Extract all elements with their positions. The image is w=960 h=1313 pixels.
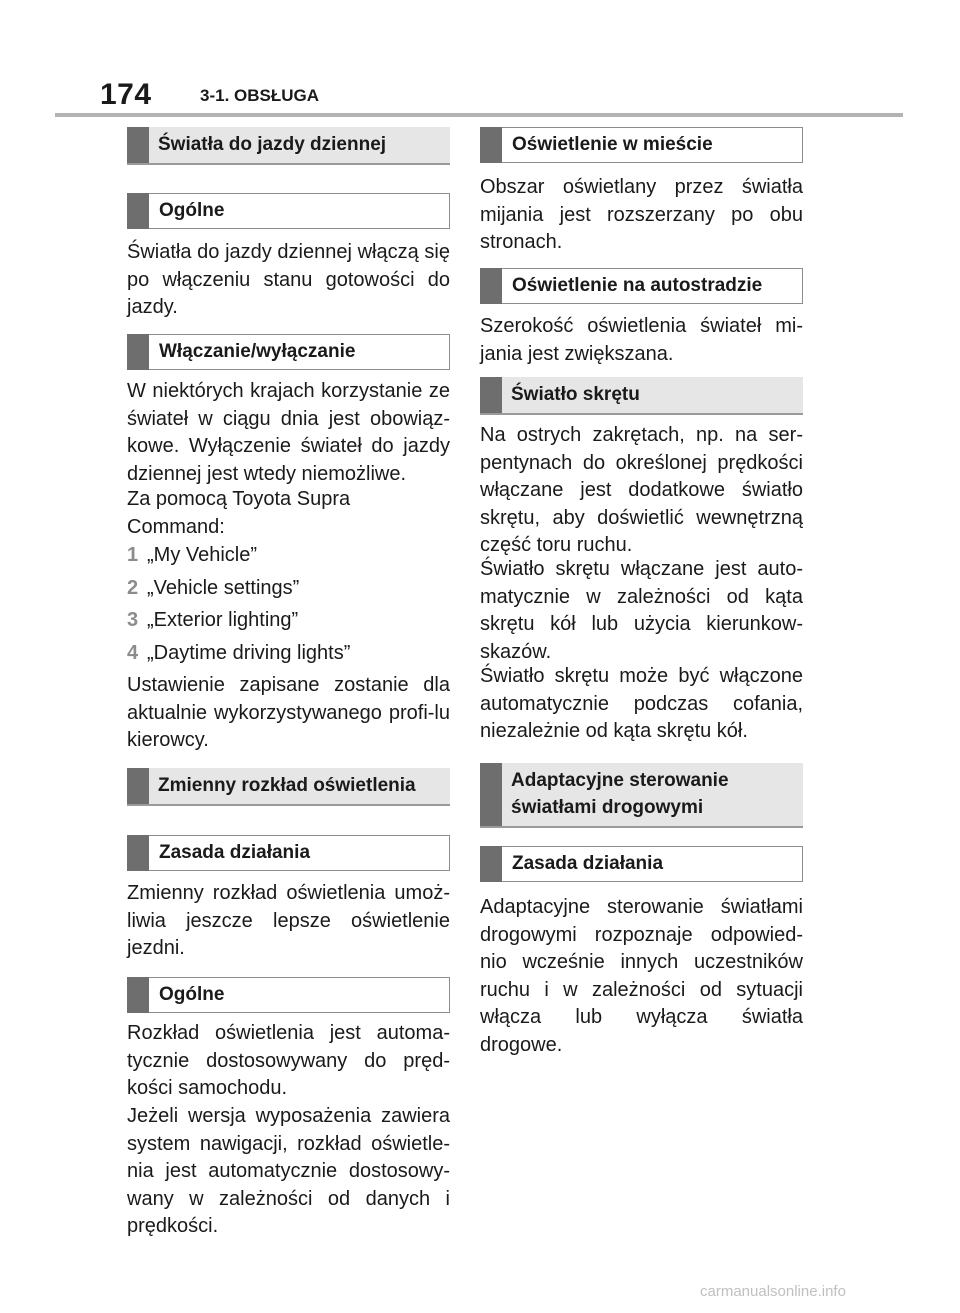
paragraph-turn-light-3: Światło skrętu może być włączone automatycznie podczas cofania, niezależnie od kąta skrętu kół. xyxy=(480,665,803,742)
subheading-highway-lighting: Oświetlenie na autostradzie xyxy=(480,268,803,304)
step-text: „My Vehicle” xyxy=(147,544,258,566)
header-divider xyxy=(55,113,903,117)
paragraph-on-off-3: Ustawienie zapisane zostanie dla aktualnie wykorzystywanego profi-lu kierowcy. xyxy=(127,674,450,751)
paragraph-on-off-1: W niektórych krajach korzystanie ze świateł w ciągu dnia jest obowiąz-kowe. Wyłączenie świateł do jazdy dziennej jest wtedy niemożliwe. xyxy=(127,380,450,485)
paragraph-turn-light-1: Na ostrych zakrętach, np. na ser-pentynach do określonej prędkości włączane jest dodatkowe światło skrętu, aby doświetlić wewnętrzną część toru ruchu. xyxy=(480,424,803,556)
heading-variable-light: Zmienny rozkład oświetlenia xyxy=(127,768,450,806)
paragraph-city-lighting: Obszar oświetlany przez światła mijania jest rozszerzany po obu stronach. xyxy=(480,176,803,253)
list-item xyxy=(127,640,450,667)
heading-daytime-lights: Światła do jazdy dziennej xyxy=(127,127,450,165)
paragraph-variable-principle: Zmienny rozkład oświetlenia umoż-liwia jeszcze lepsze oświetlenie jezdni. xyxy=(127,882,450,959)
subheading-city-lighting: Oświetlenie w mieście xyxy=(480,127,803,163)
paragraph-variable-general-1: Rozkład oświetlenia jest automa-tycznie dostosowywany do pręd-kości samochodu. xyxy=(127,1022,450,1099)
paragraph-daytime-general: Światła do jazdy dziennej włączą się po włączeniu stanu gotowości do jazdy. xyxy=(127,241,450,318)
step-text: „Vehicle settings” xyxy=(147,577,300,599)
subheading-principle: Zasada działania xyxy=(127,835,450,871)
step-number: 4 xyxy=(127,642,139,664)
list-item xyxy=(127,575,450,602)
heading-turn-light: Światło skrętu xyxy=(480,377,803,415)
list-item xyxy=(127,542,450,569)
paragraph-on-off-2: Za pomocą Toyota Supra Command: xyxy=(127,488,351,538)
list-item xyxy=(127,607,450,634)
step-text: „Exterior lighting” xyxy=(147,609,299,631)
paragraph-highway-lighting: Szerokość oświetlenia świateł mi-jania jest zwiększana. xyxy=(480,315,803,365)
page-number: 174 xyxy=(100,78,152,111)
paragraph-turn-light-2: Światło skrętu włączane jest auto-matycznie w zależności od kąta skrętu kół lub użycia kierunkow-skazów. xyxy=(480,558,803,663)
heading-line: światłami drogowymi xyxy=(511,797,704,818)
step-text: „Daytime driving lights” xyxy=(147,642,351,664)
section-title: 3-1. OBSŁUGA xyxy=(200,86,320,105)
step-number: 3 xyxy=(127,609,139,631)
subheading-principle-2: Zasada działania xyxy=(480,846,803,882)
subheading-general: Ogólne xyxy=(127,193,450,229)
step-number: 2 xyxy=(127,577,139,599)
paragraph-adaptive-principle: Adaptacyjne sterowanie światłami drogowymi rozpoznaje odpowied-nio wcześnie innych uczestników ruchu i w zależności od sytuacji włącza lub wyłącza światła drogowe. xyxy=(480,896,803,1056)
subheading-general-2: Ogólne xyxy=(127,977,450,1013)
watermark: carmanualsonline.info xyxy=(700,1283,846,1300)
step-number: 1 xyxy=(127,544,139,566)
subheading-on-off: Włączanie/wyłączanie xyxy=(127,334,450,370)
heading-line: Adaptacyjne sterowanie xyxy=(511,770,729,791)
heading-adaptive-high-beam xyxy=(480,763,803,828)
paragraph-variable-general-2: Jeżeli wersja wyposażenia zawiera system nawigacji, rozkład oświetle-nia jest automatycznie dostosowy-wany w zależności od danych i prędkości. xyxy=(127,1105,450,1237)
